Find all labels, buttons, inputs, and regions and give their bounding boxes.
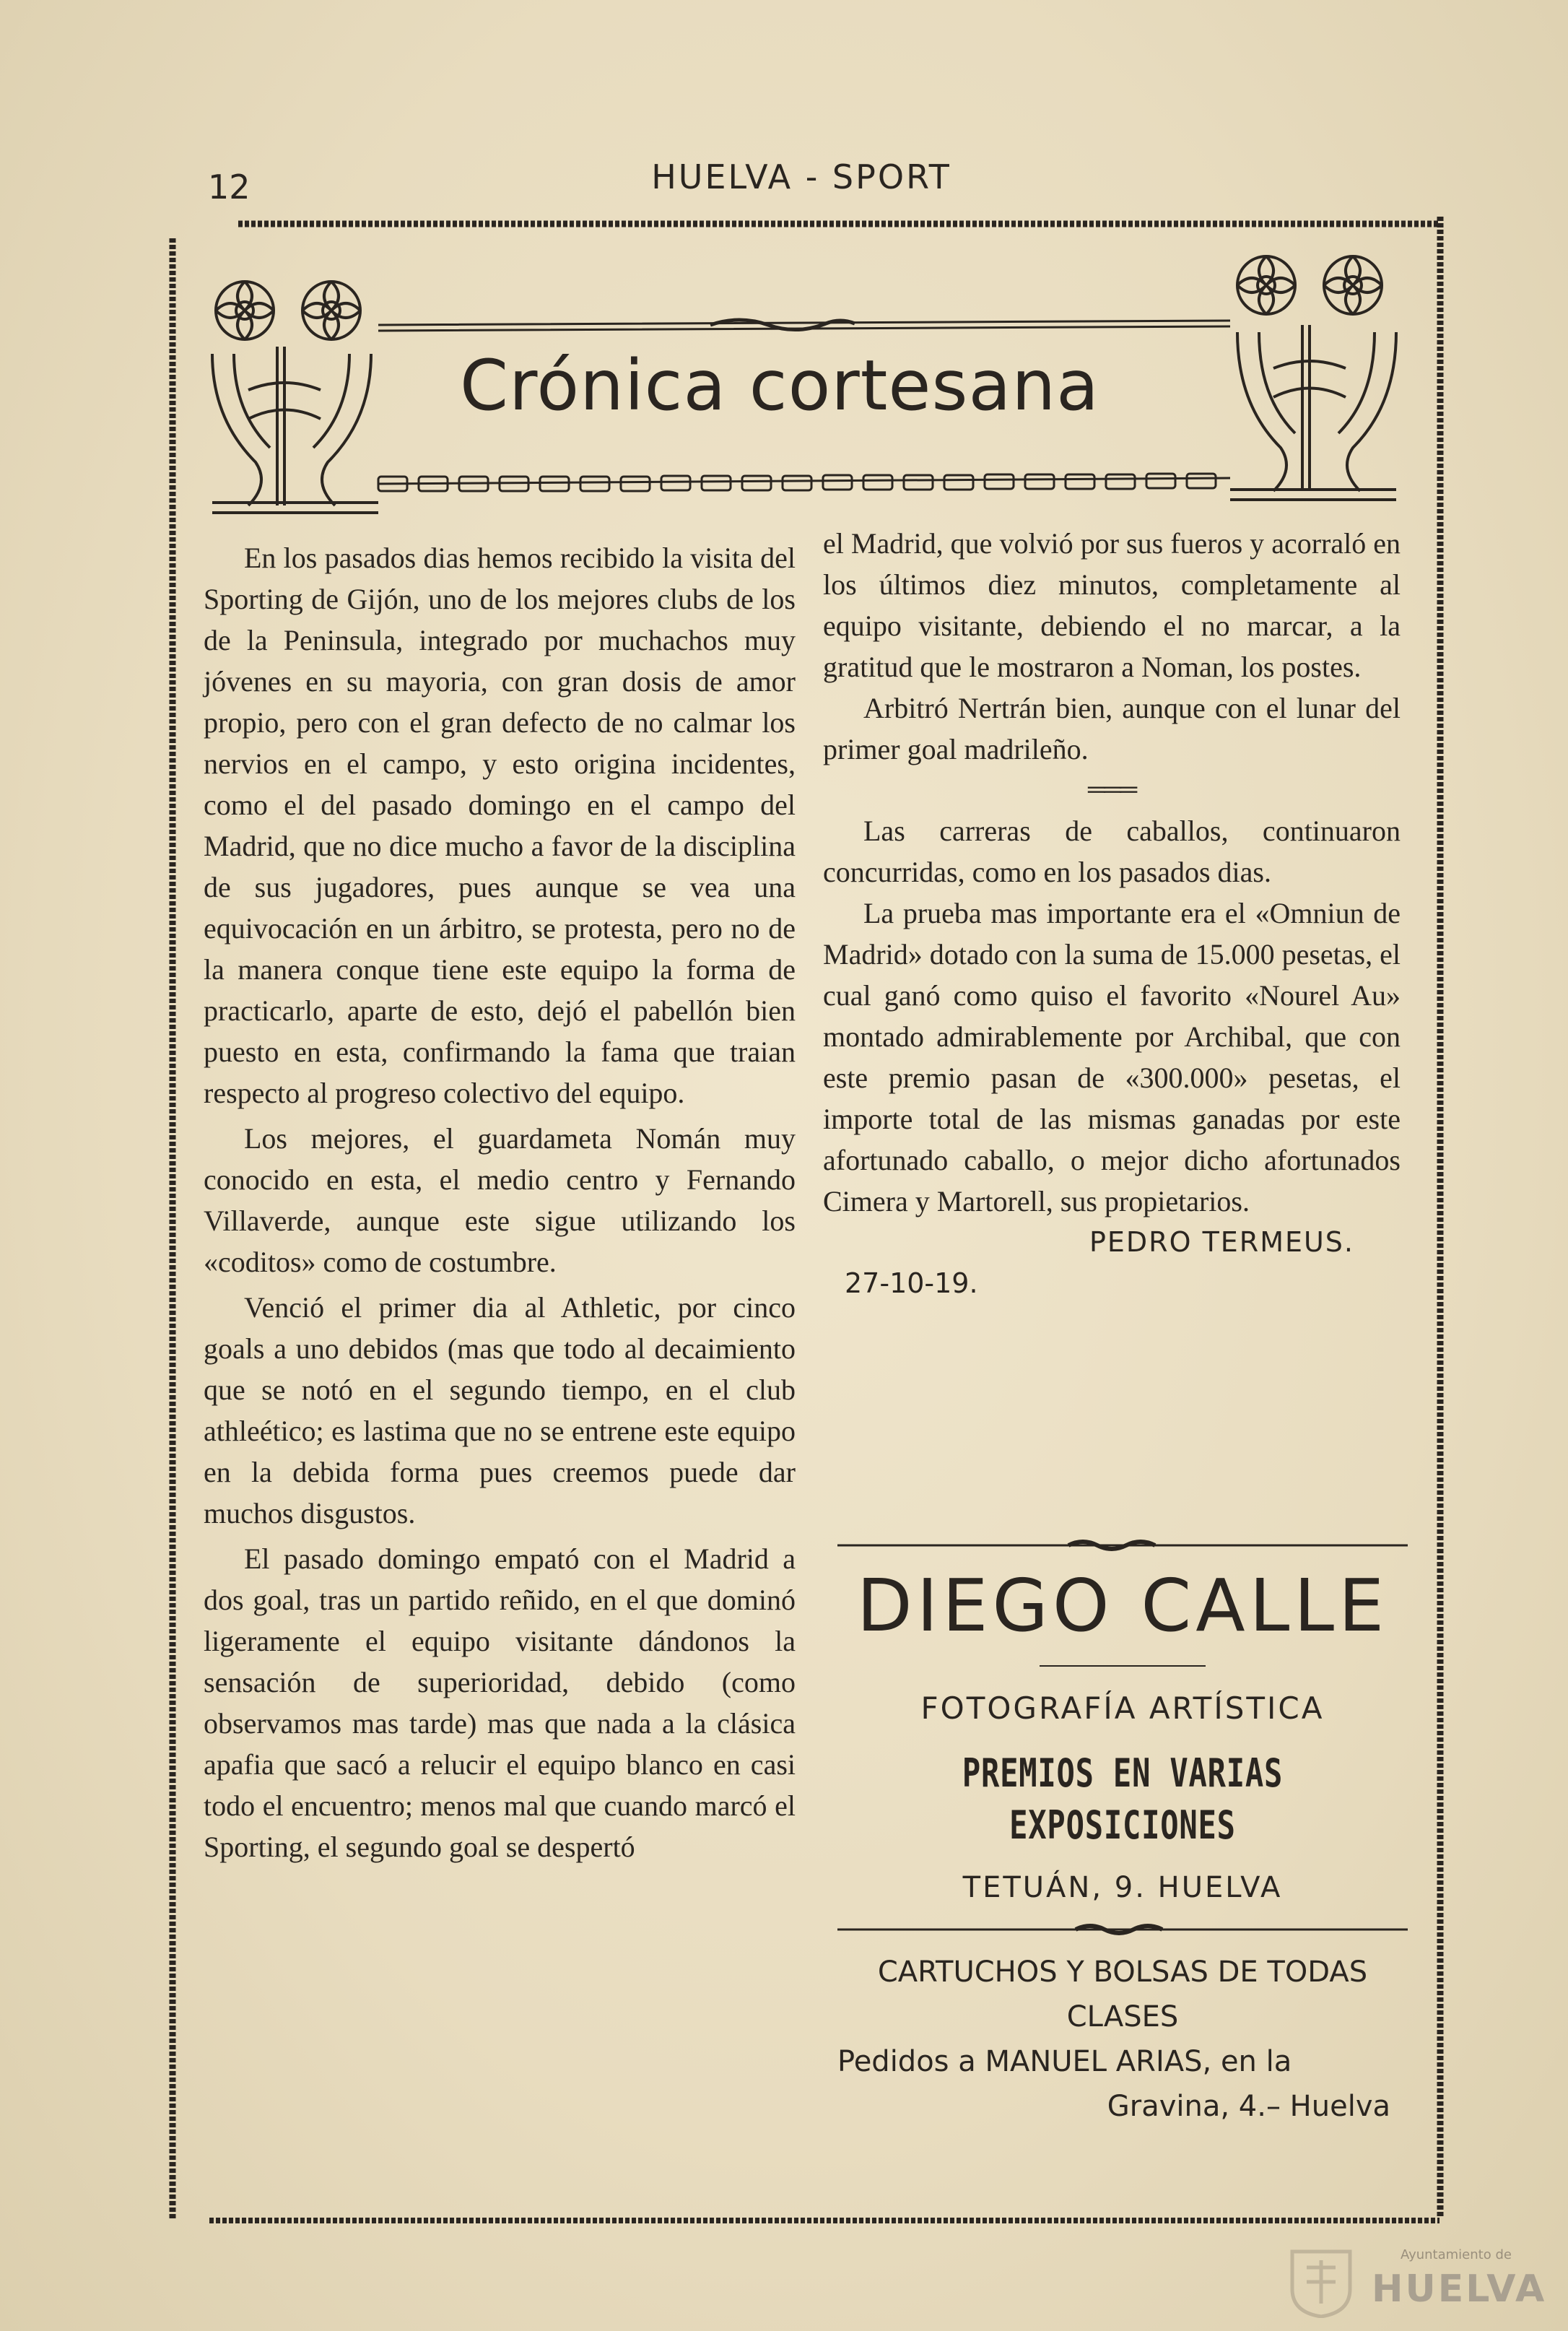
paragraph: Las carreras de caballos, continuaron concurridas, como en los pasados dias. bbox=[823, 815, 1401, 888]
frame-top-border bbox=[238, 218, 1439, 230]
frame-left-border bbox=[167, 238, 178, 2218]
ad-awards-line: PREMIOS EN VARIAS EXPOSICIONES bbox=[962, 1750, 1284, 1848]
paragraph: En los pasados dias hemos recibido la visita del Sporting de Gijón, uno de los mejores clubs de los de la Peninsula, integrado por muchachos muy jóvenes en su mayoria, con gran dosis de amor propio, pero con el gran defecto de no calmar los nervios en el campo, y esto origina incidentes, como el del pasado domingo en el campo del Madrid, que no dice mucho a favor de la disciplina de sus jugadores, pues aunque se vea una equivocación en un árbitro, se protesta, pero no de la manera conque tiene este equipo la forma de practicarlo, aparte de esto, dejó el pabellón bien puesto en esta, confirmando la fama que traian respecto al progreso colectivo del equipo. bbox=[204, 542, 796, 1109]
left-flower-ornament bbox=[212, 282, 378, 513]
left-column bbox=[204, 537, 796, 1867]
ad-order-address: Gravina, 4.– Huelva bbox=[1107, 2090, 1390, 2123]
section-title: Crónica cortesana bbox=[460, 345, 1099, 426]
ad-top-divider bbox=[837, 1538, 1408, 1553]
watermark-title: HUELVA bbox=[1372, 2267, 1547, 2311]
article-date: 27-10-19. bbox=[845, 1267, 978, 1299]
page-number: 12 bbox=[208, 168, 251, 207]
watermark-caption: Ayuntamiento de bbox=[1401, 2247, 1512, 2262]
frame-right-border bbox=[1435, 217, 1445, 2218]
paragraph: La prueba mas importante era el «Omniun de Madrid» dotado con la suma de 15.000 pesetas, el cual ganó como quiso el favorito «Nourel Au» montado admirablemente por Archibal, que con este premio pasan de «300.000» pesetas, el importe total de las mismas ganadas por este afortunado caballo, o mejor dicho afortunados Cimera y Martorell, sus propietarios. bbox=[823, 897, 1401, 1217]
paragraph: Venció el primer dia al Athletic, por cinco goals a uno debidos (mas que todo al decaimiento que se notó en el segundo tiempo, en el club athleético; es lastima que no se entrene este equipo en la debida forma pues creemos puede dar muchos disgustos. bbox=[204, 1291, 796, 1529]
paragraph: Arbitró Nertrán bien, aunque con el lunar del primer goal madrileño. bbox=[823, 692, 1401, 765]
ad-order-line: Pedidos a MANUEL ARIAS, en la bbox=[837, 2045, 1292, 2078]
paragraph: el Madrid, que volvió por sus fueros y acorraló en los últimos diez minutos, completamente al equipo visitante, debiendo el no marcar, a la gratitud que le mostraron a Noman, los postes. bbox=[823, 527, 1401, 683]
paragraph: El pasado domingo empató con el Madrid a dos goal, tras un partido reñido, en el que dominó ligeramente el equipo visitante dándonos la sensación de superioridad, debido (como observamos mas tarde) mas que nada a la clásica apafia que sacó a relucir el equipo blanco en casi todo el encuentro; menos mal que cuando marcó el Sporting, el segundo goal se despertó bbox=[204, 1542, 796, 1863]
right-flower-ornament bbox=[1230, 256, 1396, 500]
ad-short-rule bbox=[1040, 1665, 1206, 1667]
advertisement bbox=[837, 1538, 1408, 2129]
paragraph: Los mejores, el guardameta Nomán muy conocido en esta, el medio centro y Fernando Villaverde, aunque este sigue utilizando los «coditos» como de costumbre. bbox=[204, 1122, 796, 1278]
right-column bbox=[823, 523, 1401, 1304]
advertiser-name: DIEGO CALLE bbox=[856, 1563, 1389, 1648]
ad-middle-divider bbox=[837, 1922, 1408, 1937]
ad-second-notice: CARTUCHOS Y BOLSAS DE TODAS CLASES bbox=[877, 1955, 1368, 2033]
ad-address: TETUÁN, 9. HUELVA bbox=[962, 1871, 1283, 1904]
frame-bottom-border bbox=[209, 2215, 1439, 2226]
small-separator: ═══ bbox=[1087, 776, 1136, 803]
author-signature: PEDRO TERMEUS. bbox=[1089, 1226, 1354, 1258]
ad-business-line: FOTOGRAFÍA ARTÍSTICA bbox=[920, 1690, 1325, 1726]
running-head: HUELVA - SPORT bbox=[651, 157, 951, 196]
